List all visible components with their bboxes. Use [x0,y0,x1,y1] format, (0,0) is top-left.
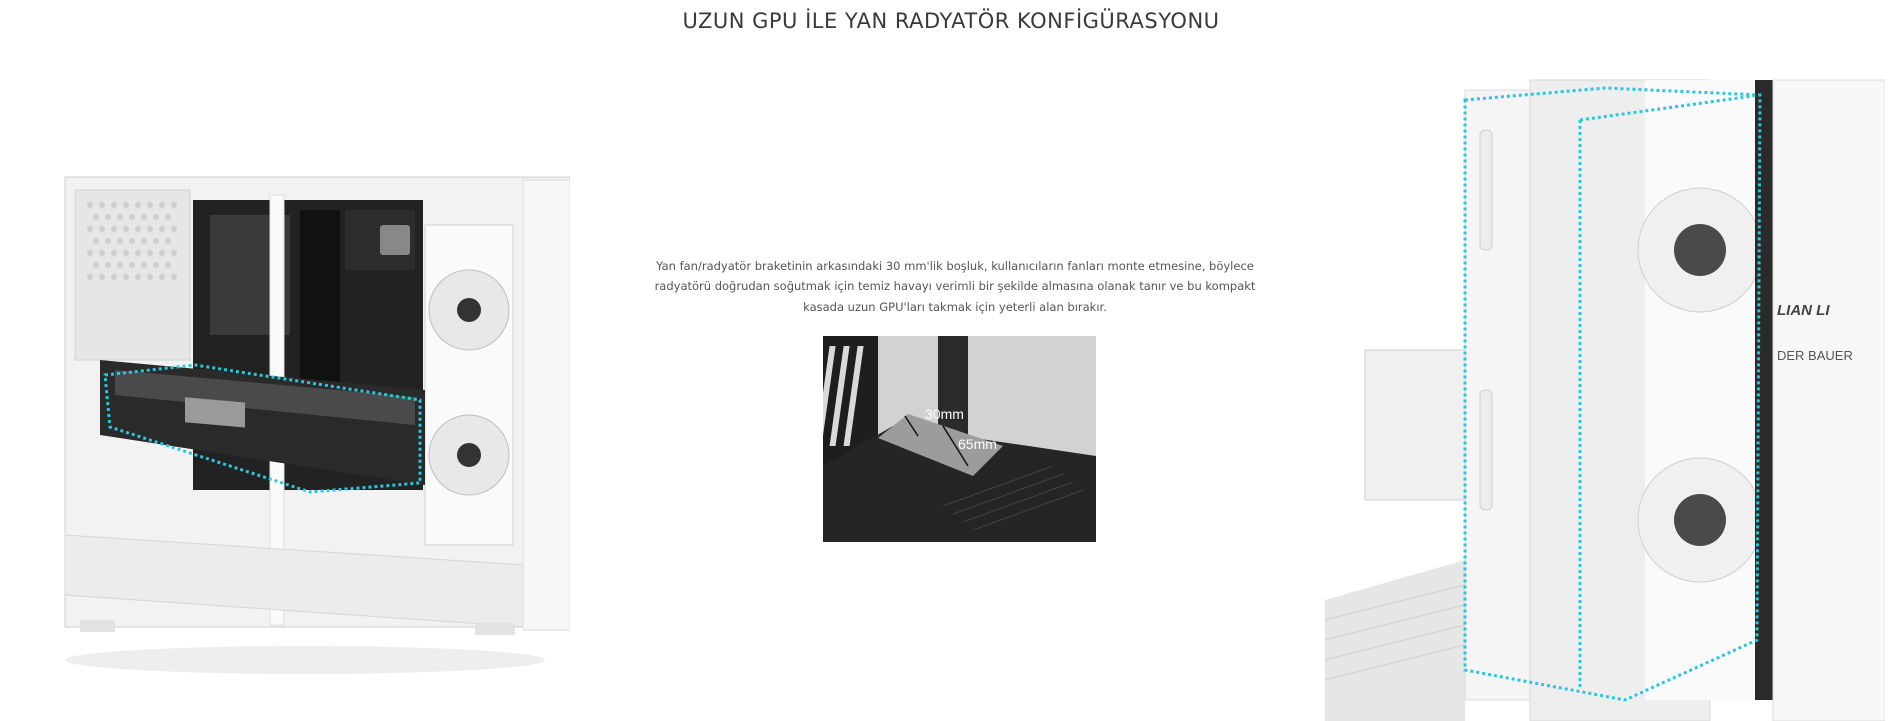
case-gpu-photo [45,165,570,675]
depth-dimension-label: 65mm [958,436,997,452]
brand-logo-text: LIAN LI [1777,302,1830,319]
section-title: UZUN GPU İLE YAN RADYATÖR KONFİGÜRASYONU [682,9,1220,33]
radiator-bracket-photo [1325,60,1885,721]
gap-dimension-label: 30mm [925,406,964,422]
clearance-diagram [823,336,1096,542]
section-description: Yan fan/radyatör braketinin arkasındaki 30 mm'lik boşluk, kullanıcıların fanları monte etmesine, böylece radyatörü doğrudan soğutmak için temiz havayı verimli bir şekilde almasına olanak tanır ve bu kompakt kasada uzun GPU'ları takmak için yeterli alan bırakır. [654,258,1256,314]
brand-sub-text: DER BAUER [1777,348,1853,363]
